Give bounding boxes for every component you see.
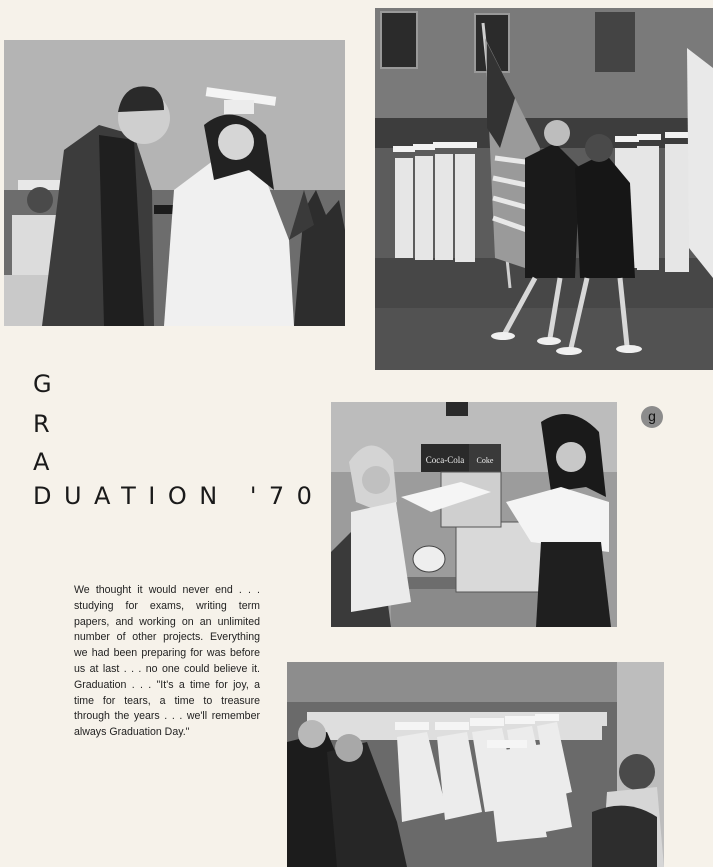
diploma-photo-illustration — [4, 40, 345, 326]
title-letter-2: R — [33, 410, 50, 438]
photo-seated-ceremony — [287, 662, 664, 867]
photo-gift-exchange — [331, 402, 617, 627]
coca-cola-sign: Coca-Cola — [425, 455, 465, 465]
caption-paragraph: We thought it would never end . . . studying for exams, writing term papers, and working on an unlimited number of other projects. Everything we had been preparing for was before us at last . . . no one could believe it. Graduation . . . "It's a time for joy, a time for tears, a time to treasure through the years . . . we'll remember always Graduation Day." — [74, 584, 260, 739]
title-letter-3: A — [33, 448, 50, 476]
ceremony-photo-illustration — [287, 662, 664, 867]
coke-sign: Coke — [476, 456, 494, 465]
title-letter-1: G — [33, 370, 52, 398]
page-letter-badge: g — [641, 406, 663, 428]
photo-procession-flag — [375, 8, 713, 370]
procession-photo-illustration — [375, 8, 713, 370]
photo-diploma-presentation — [4, 40, 345, 326]
title-duation-70: DUATION '70 — [33, 482, 325, 510]
gift-photo-illustration — [331, 402, 617, 627]
